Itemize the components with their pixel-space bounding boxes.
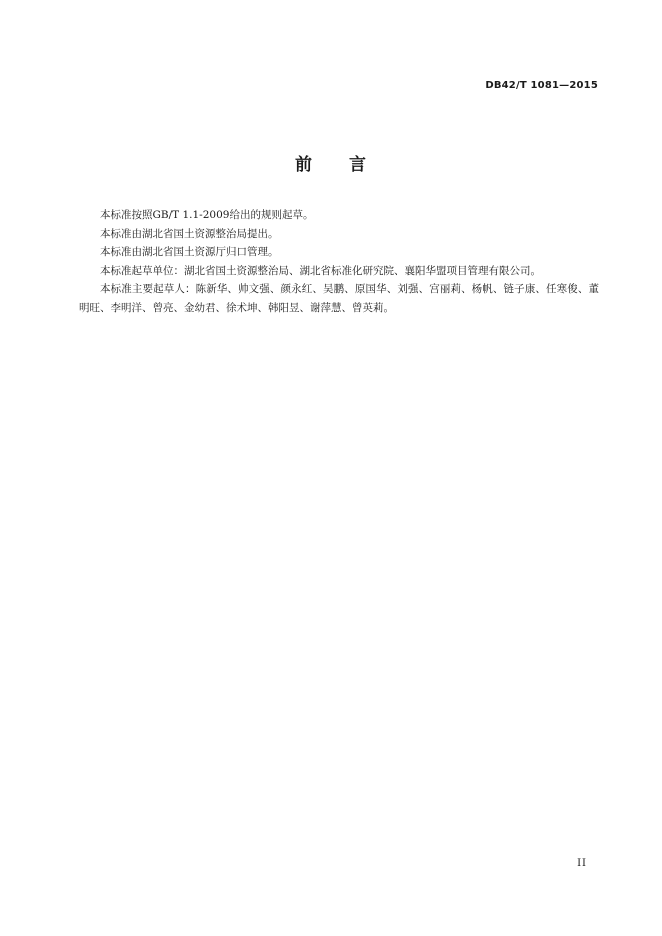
paragraph-administration: 本标准由湖北省国土资源厅归口管理。 [100, 246, 279, 258]
paragraph-proposer: 本标准由湖北省国土资源整治局提出。 [100, 227, 279, 240]
title-char-2: 言 [349, 155, 367, 175]
page-number: II [577, 858, 587, 869]
foreword-body [79, 206, 599, 317]
title-char-1: 前 [295, 155, 313, 175]
paragraph-drafting-rules: 本标准按照GB/T 1.1-2009给出的规则起草。 [100, 209, 314, 221]
paragraph-drafters: 本标准主要起草人：陈新华、帅文强、颜永红、吴鹏、原国华、刘强、宫丽莉、杨帆、链子康、任寒俊、董明旺、李明洋、曾亮、金幼君、徐术坤、韩阳昱、谢萍慧、曾英莉。 [79, 283, 599, 314]
standard-code: DB42/T 1081—2015 [485, 80, 598, 91]
paragraph-drafting-units: 本标准起草单位：湖北省国土资源整治局、湖北省标准化研究院、襄阳华盟项目管理有限公司。 [100, 264, 541, 277]
page-title [0, 150, 662, 175]
